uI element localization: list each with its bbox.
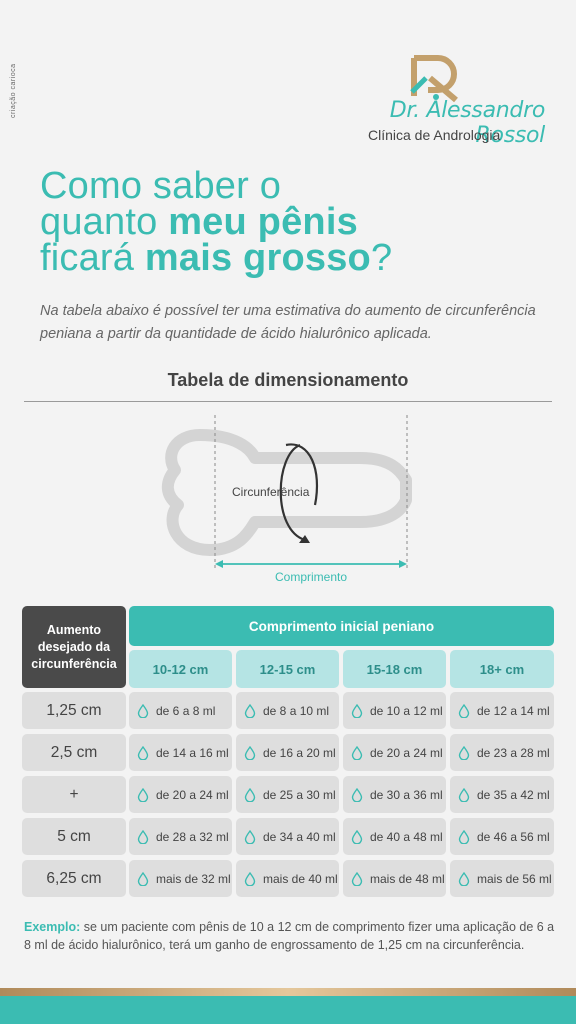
circumference-label: Circunferência: [232, 485, 310, 499]
table-cell: [236, 692, 339, 729]
table-cell: [450, 776, 554, 813]
table-cell: [343, 692, 446, 729]
headline-line-1: Como saber o: [40, 165, 282, 207]
cell-value: mais de 40 ml: [263, 871, 338, 886]
table-cell: [343, 818, 446, 855]
row-label: 2,5 cm: [22, 734, 126, 771]
footer-teal-bar: [0, 996, 576, 1024]
droplet-icon: [244, 746, 256, 760]
cell-value: de 20 a 24 ml: [370, 745, 443, 760]
footer-gold-bar: [0, 988, 576, 996]
droplet-icon: [351, 788, 363, 802]
row-label: 5 cm: [22, 818, 126, 855]
example-note: Exemplo: se um paciente com pênis de 10 a 12 cm de comprimento fizer uma aplicação de 6 a 8 ml de ácido hialurônico, terá um ganho de engrossamento de 1,25 cm na circunferência.: [24, 920, 555, 952]
cell-value: de 14 a 16 ml: [156, 745, 229, 760]
cell-value: de 20 a 24 ml: [156, 787, 229, 802]
headline-line-3: ficará mais grosso?: [40, 237, 393, 279]
cell-value: de 40 a 48 ml: [370, 829, 443, 844]
cell-value: de 16 a 20 ml: [263, 745, 336, 760]
droplet-icon: [458, 830, 470, 844]
group-header: Comprimento inicial peniano: [129, 606, 554, 646]
table-cell: [450, 818, 554, 855]
cell-value: de 12 a 14 ml: [477, 703, 550, 718]
cell-value: mais de 32 ml: [156, 871, 231, 886]
table-cell: [129, 860, 232, 897]
droplet-icon: [137, 704, 149, 718]
table-cell: [129, 818, 232, 855]
design-credit: [8, 30, 22, 120]
cell-value: de 25 a 30 ml: [263, 787, 336, 802]
column-header: 15-18 cm: [343, 650, 446, 688]
cell-value: de 35 a 42 ml: [477, 787, 550, 802]
table-cell: [343, 860, 446, 897]
droplet-icon: [244, 704, 256, 718]
cell-value: de 28 a 32 ml: [156, 829, 229, 844]
table-cell: [236, 860, 339, 897]
table-cell: [129, 776, 232, 813]
row-label: +: [22, 776, 126, 813]
droplet-icon: [351, 704, 363, 718]
droplet-icon: [458, 704, 470, 718]
droplet-icon: [137, 872, 149, 886]
anatomy-diagram: [160, 410, 420, 595]
table-title: Tabela de dimensionamento: [167, 370, 409, 390]
droplet-icon: [458, 788, 470, 802]
droplet-icon: [458, 872, 470, 886]
table-cell: [450, 734, 554, 771]
headline: [40, 165, 540, 279]
row-label: 1,25 cm: [22, 692, 126, 729]
intro-text: Na tabela abaixo é possível ter uma estimativa do aumento de circunferência peniana a partir da quantidade de ácido hialurônico aplicada.: [40, 303, 536, 342]
table-cell: [129, 734, 232, 771]
corner-header: Aumento desejado da circunferência: [22, 606, 126, 688]
table-cell: [236, 818, 339, 855]
cell-value: de 46 a 56 ml: [477, 829, 550, 844]
droplet-icon: [244, 830, 256, 844]
table-cell: [450, 860, 554, 897]
table-cell: [343, 776, 446, 813]
cell-value: de 8 a 10 ml: [263, 703, 330, 718]
table-cell: [343, 734, 446, 771]
column-header: 18+ cm: [450, 650, 554, 688]
droplet-icon: [137, 746, 149, 760]
table-cell: [236, 776, 339, 813]
droplet-icon: [351, 746, 363, 760]
droplet-icon: [351, 830, 363, 844]
table-cell: [450, 692, 554, 729]
droplet-icon: [351, 872, 363, 886]
row-label: 6,25 cm: [22, 860, 126, 897]
cell-value: de 23 a 28 ml: [477, 745, 550, 760]
droplet-icon: [137, 830, 149, 844]
cell-value: mais de 48 ml: [370, 871, 445, 886]
length-label: Comprimento: [274, 570, 348, 584]
table-cell: [236, 734, 339, 771]
headline-line-2: quanto meu pênis: [40, 201, 358, 243]
dimension-table: [22, 606, 554, 896]
column-header: 10-12 cm: [129, 650, 232, 688]
cell-value: de 34 a 40 ml: [263, 829, 336, 844]
table-cell: [129, 692, 232, 729]
design-credit-text: criação carioca: [10, 63, 17, 118]
cell-value: mais de 56 ml: [477, 871, 552, 886]
droplet-icon: [244, 872, 256, 886]
droplet-icon: [244, 788, 256, 802]
cell-value: de 10 a 12 ml: [370, 703, 443, 718]
droplet-icon: [458, 746, 470, 760]
cell-value: de 6 a 8 ml: [156, 703, 216, 718]
brand-subtitle: Clínica de Andrologia: [368, 127, 501, 143]
column-header: 12-15 cm: [236, 650, 339, 688]
clinic-logo: [408, 52, 464, 104]
divider: [24, 401, 552, 402]
brand-name: Dr. Alessandro Rossol: [389, 98, 545, 148]
cell-value: de 30 a 36 ml: [370, 787, 443, 802]
droplet-icon: [137, 788, 149, 802]
